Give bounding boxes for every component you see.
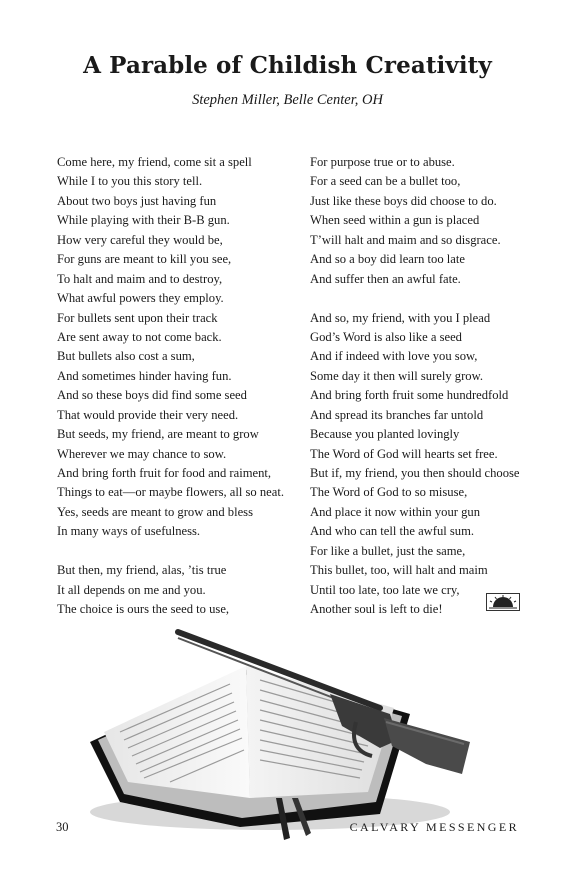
poem-line: When seed within a gun is placed [310,213,480,228]
poem-left-column [57,153,297,620]
poem-line: For bullets sent upon their track [57,310,218,325]
poem-line: The Word of God to so misuse, [310,485,468,500]
poem-right-column [310,153,550,620]
poem-line: For a seed can be a bullet too, [310,174,461,189]
poem-line: And suffer then an awful fate. [310,271,461,286]
poem-line: Some day it then will surely grow. [310,368,484,383]
poem-line: Until too late, too late we cry, [310,582,460,597]
poem-line: And who can tell the awful sum. [310,524,475,539]
poem-line: For like a bullet, just the same, [310,543,466,558]
poem-line: What awful powers they employ. [57,291,224,306]
poem-line: To halt and maim and to destroy, [57,271,223,286]
poem-line: But bullets also cost a sum, [57,349,195,364]
poem-line: And spread its branches far untold [310,407,484,422]
poem-line: How very careful they would be, [57,232,223,247]
stanza-break [310,289,550,308]
poem-line: While playing with their B-B gun. [57,213,230,228]
poem-line: This bullet, too, will halt and maim [310,563,488,578]
poem-line: Come here, my friend, come sit a spell [57,155,252,169]
poem-line: God’s Word is also like a seed [310,329,462,344]
poem-line: And so these boys did find some seed [57,388,247,403]
poem-line: And so, my friend, with you I plead [310,310,491,325]
poem-line: But if, my friend, you then should choose [310,466,520,480]
page-number: 30 [56,820,69,834]
open-bible-with-bb-gun-illustration [80,622,500,844]
poem-line: And so a boy did learn too late [310,252,465,267]
poem-line: And if indeed with love you sow, [310,349,478,364]
poem-line: Another soul is left to die! [310,602,443,617]
stanza-break [57,542,297,561]
publication-name: CALVARY MESSENGER [349,820,519,834]
poem-line: Wherever we may chance to sow. [57,446,227,461]
poem-line: Are sent away to not come back. [57,329,222,344]
poem-line: And bring forth fruit some hundredfold [310,388,509,403]
poem-line: Just like these boys did choose to do. [310,193,497,208]
poem-line: Yes, seeds are meant to grow and bless [57,504,253,519]
author-byline: Stephen Miller, Belle Center, OH [192,92,383,108]
poem-line: T’will halt and maim and so disgrace. [310,232,501,247]
page-title: A Parable of Childish Creativity [83,52,492,79]
poem-line: The Word of God will hearts set free. [310,446,498,461]
poem-line: In many ways of usefulness. [57,524,201,539]
poem-line: That would provide their very need. [57,407,239,422]
poem-line: Because you planted lovingly [310,427,460,442]
poem-line: And place it now within your gun [310,504,480,519]
poem-line: And sometimes hinder having fun. [57,368,232,383]
poem-line: About two boys just having fun [57,193,217,208]
poem-line: The choice is ours the seed to use, [57,602,230,617]
poem-line: And bring forth fruit for food and raiment, [57,466,272,480]
poem-line: But then, my friend, alas, ’tis true [57,563,227,578]
poem-line: For guns are meant to kill you see, [57,252,232,267]
poem-line: While I to you this story tell. [57,174,203,189]
poem-line: It all depends on me and you. [57,582,206,597]
poem-line: But seeds, my friend, are meant to grow [57,427,259,442]
poem-line: For purpose true or to abuse. [310,155,455,169]
poem-line: Things to eat—or maybe flowers, all so neat. [57,485,284,500]
sunrise-end-mark-icon [486,593,520,611]
